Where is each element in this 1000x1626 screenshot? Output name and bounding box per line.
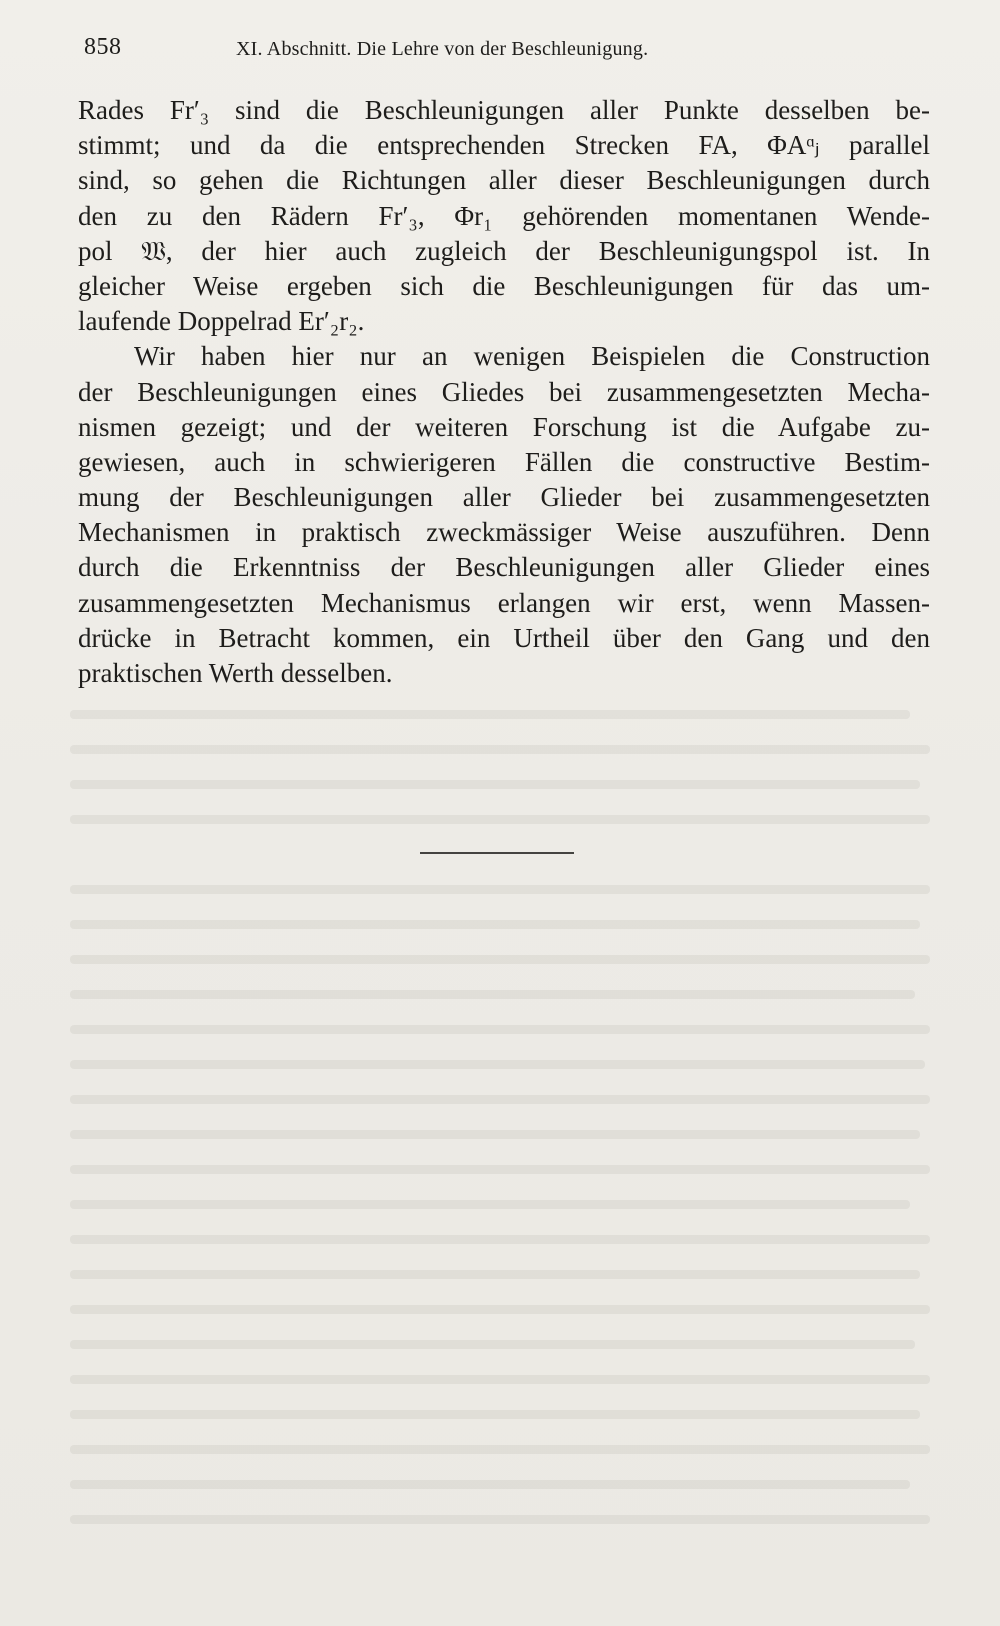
- text-line: sind, so gehen die Richtungen aller dieser Beschleunigungen durch: [78, 165, 930, 196]
- text-line: laufende Doppelrad Er′₂r₂.: [78, 306, 365, 337]
- paragraph-2: [78, 339, 930, 691]
- text-line: stimmt; und da die entsprechenden Strecken FA, ΦAᵅⱼ parallel: [78, 130, 930, 161]
- section-end-rule: [420, 852, 574, 854]
- running-head: [84, 30, 930, 66]
- text-line: gleicher Weise ergeben sich die Beschleunigungen für das um-: [78, 270, 930, 301]
- paragraph-1: [78, 93, 930, 339]
- text-line: zusammengesetzten Mechanismus erlangen wir erst, wenn Massen-: [78, 587, 930, 618]
- text-line: Rades Fr′₃ sind die Beschleunigungen aller Punkte desselben be-: [78, 95, 930, 125]
- page-number: 858: [84, 34, 122, 60]
- text-line: durch die Erkenntniss der Beschleunigungen aller Glieder eines: [78, 552, 930, 583]
- body-text: [78, 93, 930, 691]
- text-line: der Beschleunigungen eines Gliedes bei zusammengesetzten Mecha-: [78, 376, 930, 407]
- text-line: den zu den Rädern Fr′₃, Φr₁ gehörenden momentanen Wende-: [78, 200, 930, 231]
- text-line: nismen gezeigt; und der weiteren Forschung ist die Aufgabe zu-: [78, 411, 930, 442]
- text-line: gewiesen, auch in schwierigeren Fällen die constructive Bestim-: [78, 446, 930, 477]
- text-line: drücke in Betracht kommen, ein Urtheil über den Gang und den: [78, 622, 930, 653]
- text-line: mung der Beschleunigungen aller Glieder bei zusammengesetzten: [78, 482, 930, 513]
- section-title: XI. Abschnitt. Die Lehre von der Beschleunigung.: [236, 38, 649, 60]
- text-line: pol 𝔚, der hier auch zugleich der Beschleunigungspol ist. In: [78, 235, 930, 266]
- text-line: Wir haben hier nur an wenigen Beispielen die Construction: [134, 341, 930, 372]
- text-line: praktischen Werth desselben.: [78, 658, 393, 688]
- text-line: Mechanismen in praktisch zweckmässiger Weise auszuführen. Denn: [78, 517, 930, 548]
